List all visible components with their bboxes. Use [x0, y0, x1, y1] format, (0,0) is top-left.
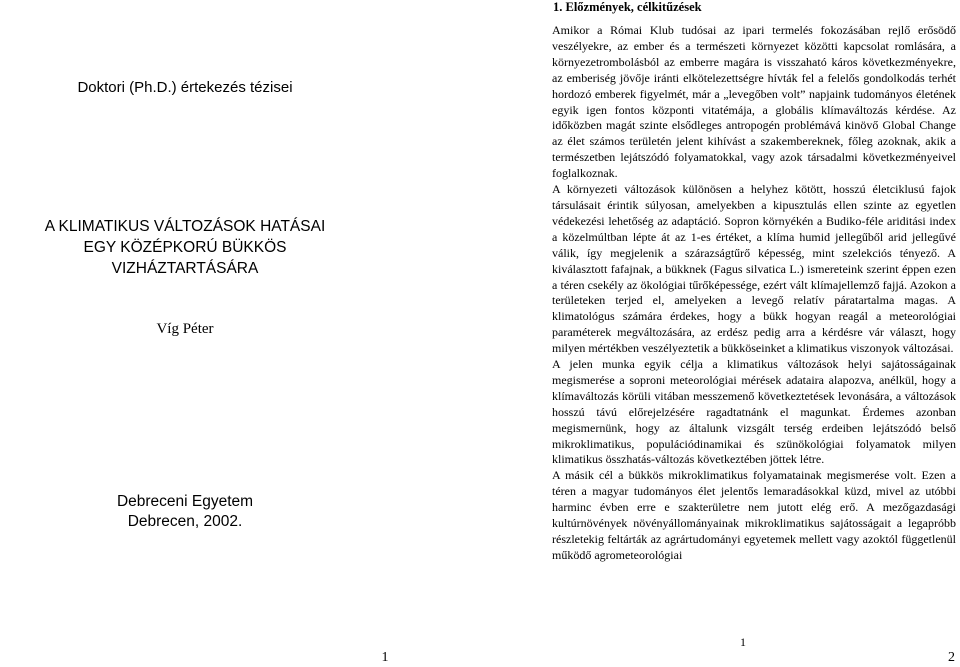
paragraph: A másik cél a bükkös mikroklimatikus folyamatainak megismerése volt. Ezen a téren a magyar tudományos élet jelentős lemaradásokkal küzd, mivel az utóbbi harminc évben erre e szakterületre nem jutott elég erő. A mezőgazdasági kultúrnövények növényállományainak mikroklimatikus sajátosságait a legapróbb részletekig feltárták az agrártudományi egyetemek mellett vagy azoktól függetlenül működő agrometeorológiai: [552, 468, 956, 562]
author-name: Víg Péter: [156, 321, 214, 337]
institution-block: [0, 492, 370, 532]
dissertation-title: [0, 216, 370, 279]
place-year: Debrecen, 2002.: [127, 513, 243, 530]
body-text: [552, 23, 956, 564]
paragraph: A környezeti változások különösen a helyhez kötött, hosszú életciklusú fajok társulásait érintik súlyosan, amelyekben a kipusztulás ellen szinte az egyetlen védekezési lehetőség az adaptáció. Sopron környékén a Budiko-féle ariditási index a közelmúltban lépte át az 1-es értéket, a klíma humid jellegűből arid jellegűvé válik, így megjelenik a szárazságtűrő képesség, mint szelekciós tényező. A kiválasztott fafajnak, a bükknek (Fagus silvatica L.) ismereteink szerint éppen ezen a téren csekély az ökológiai tűrőképessége, ezért vált klímajellemző fajjá. Azokon a területeken terjed el, amelyeken a levegő relatív páratartalma magas. A klimatológus számára érdekes, hogy a bükk hogyan reagál a meteorológiai paraméterek megváltozására, az erdész pedig arra a kérdésre vár választ, hogy milyen mértékben veszélyeztetik a bükköseinket a klimatikus viszonyok változásai.: [552, 182, 956, 356]
right-page-number: 2: [948, 650, 955, 665]
section-heading: 1. Előzmények, célkitűzések: [553, 0, 702, 14]
left-page-number: 1: [381, 650, 389, 665]
paragraph: A jelen munka egyik célja a klimatikus változások helyi sajátosságainak megismerése a soproni meteorológiai mérések adataira alapozva, anélkül, hogy a klímaváltozás körüli vitában messzemenő következtetések levonására, a változások hosszú távú előrejelzésére ragadtatnánk el magunkat. Érdemes azonban megismernünk, hogy az általunk vizsgált terség erdeiben lejátszódó belső mikroklimatikus, populációdinamikai és szünökológiai folyamatok milyen klimatikus összhatás-változás következtében jöttek létre.: [552, 357, 956, 467]
title-line-2: EGY KÖZÉPKORÚ BÜKKÖS: [83, 239, 287, 256]
footer-page-number: 1: [740, 635, 746, 649]
title-line-1: A KLIMATIKUS VÁLTOZÁSOK HATÁSAI: [44, 218, 326, 235]
institution-name: Debreceni Egyetem: [116, 493, 254, 510]
right-page: [480, 0, 960, 667]
dissertation-series-label: Doktori (Ph.D.) értekezés tézisei: [77, 79, 293, 96]
title-line-3: VIZHÁZTARTÁSÁRA: [111, 260, 259, 277]
paragraph: Amikor a Római Klub tudósai az ipari termelés fokozásában rejlő erősödő veszélyekre, az ember és a természeti környezet közötti kapcsolat romlására, a környezetrombolásból az emberre magára is visszaható káros következményekre, az emberiség jövője iránti elkötelezettségre hívták fel a felelős gondolkodás terhét hordozó emberek figyelmét, már a „levegőben volt” napjaink tudományos életének egyik igen fontos központi vitatémája, a globális klímaváltozás kérdése. Az időközben magát szinte elsődleges antropogén problémává kinövő Global Change az élet számos területén jelent kihívást a szakembereknek, főleg azoknak, akik a természetben lejátszódó folyamatokkal, vagy azok társadalmi következményeivel foglalkoznak.: [552, 23, 956, 181]
